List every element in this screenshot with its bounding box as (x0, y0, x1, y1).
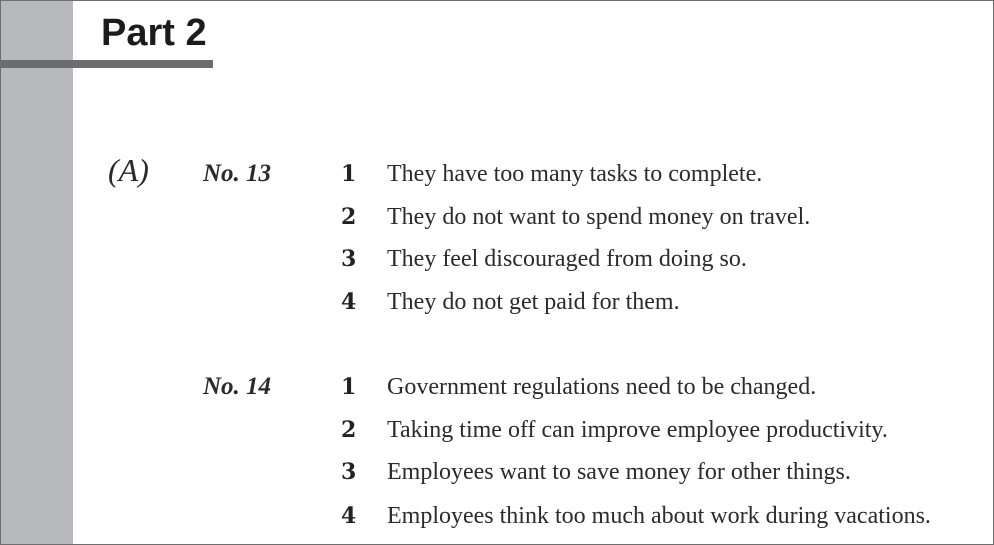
section-label: (A) (108, 152, 149, 188)
option-13-1 (341, 159, 762, 189)
option-14-2 (341, 415, 888, 445)
option-text: Employees want to save money for other things. (387, 459, 851, 485)
option-text: They do not want to spend money on travel. (387, 204, 811, 230)
option-text: Employees think too much about work during vacations. (387, 503, 931, 529)
option-number: 4 (341, 289, 357, 315)
option-number: 3 (341, 459, 357, 485)
question-label-13: No. 13 (203, 160, 272, 187)
option-number: 1 (341, 374, 357, 400)
part-title: Part 2 (101, 12, 207, 54)
option-text: They do not get paid for them. (387, 289, 680, 315)
option-number: 2 (341, 417, 357, 443)
option-number: 1 (341, 161, 357, 187)
option-text: They have too many tasks to complete. (387, 161, 763, 187)
option-13-2 (341, 202, 810, 232)
option-number: 4 (341, 503, 357, 529)
option-number: 3 (341, 246, 357, 272)
option-13-4 (341, 287, 680, 317)
option-14-1 (341, 372, 816, 402)
option-text: Taking time off can improve employee productivity. (387, 417, 888, 443)
option-14-3 (341, 457, 851, 487)
option-number: 2 (341, 204, 357, 230)
side-strip (1, 1, 73, 544)
option-text: They feel discouraged from doing so. (387, 246, 747, 272)
option-13-3 (341, 244, 747, 274)
question-label-14: No. 14 (203, 373, 272, 400)
option-text: Government regulations need to be changed. (387, 374, 817, 400)
option-14-4 (341, 501, 931, 531)
heading-rule (1, 60, 213, 68)
